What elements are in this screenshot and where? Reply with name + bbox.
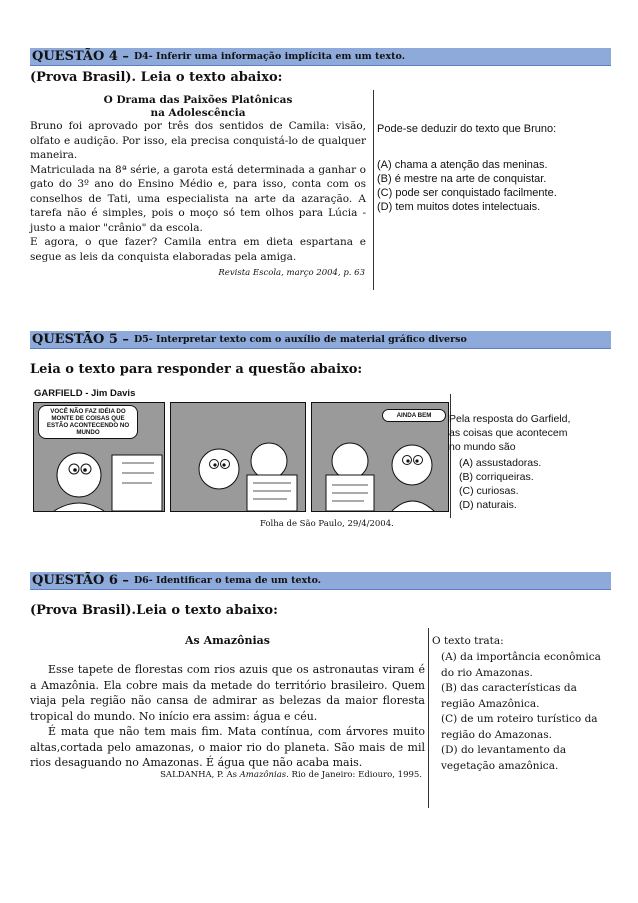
q4-source: Revista Escola, março 2004, p. 63 [218, 268, 365, 278]
question-4-descriptor: D4- Inferir uma informação implícita em um texto. [133, 51, 405, 62]
q6-option-d: (D) do levantamento da vegetação amazônica. [441, 744, 567, 772]
q6-text-title: As Amazônias [185, 634, 270, 647]
q5-option-b: (B) corriqueiras. [459, 471, 534, 483]
q6-column-divider [428, 628, 429, 808]
question-5-header: Leia o texto para responder a questão abaixo: [30, 362, 363, 377]
q5-question-line-3: no mundo são [449, 441, 516, 453]
q5-question-line-2: as coisas que acontecem [449, 427, 568, 439]
question-6-header: (Prova Brasil).Leia o texto abaixo: [30, 603, 278, 618]
q5-question [449, 412, 609, 454]
comic-speech-bubble-2: AINDA BEM [382, 409, 446, 422]
q4-paragraph: Matriculada na 8ª série, a garota está determinada a ganhar o gato do 3º ano do Ensino Médio e, para isso, conta com os conselhos de Tati, uma especialista na arte da azaração. A tarefa não é simples, pois o moço só tem olhos para Lúcia - justo a maior "crânio" da escola. [30, 163, 366, 234]
q6-question: O texto trata: [432, 635, 504, 647]
q6-paragraph: Esse tapete de florestas com rios azuis que os astronautas viram é a Amazônia. Ela cobre mais da metade do território brasileiro. Quem viaja pela região não cansa de admirar as belezas da maior floresta tropical do mundo. No início era assim: água e céu. [30, 663, 425, 723]
q6-text-body [30, 662, 425, 771]
q6-option-a: (A) da importância econômica do rio Amazonas. [441, 651, 601, 679]
question-6-number: QUESTÃO 6 – [32, 573, 129, 588]
question-6-bar [30, 572, 611, 590]
q5-option-d: (D) naturais. [459, 499, 517, 511]
q6-source-title: Amazônias [239, 770, 287, 780]
q5-options [459, 456, 609, 512]
question-5-bar [30, 331, 611, 349]
q4-paragraph: Bruno foi aprovado por três dos sentidos de Camila: visão, olfato e audição. Por isso, ela precisa conquistá-lo de qualquer maneira. [30, 120, 366, 161]
q4-paragraph: E agora, o que fazer? Camila entra em dieta espartana e segue as leis da conquista elaboradas pela amiga. [30, 236, 366, 263]
comic-panel-2-drawing [171, 403, 305, 511]
q6-source-suffix: . Rio de Janeiro: Ediouro, 1995. [286, 770, 422, 780]
comic-panel-2 [170, 402, 306, 512]
question-4-number: QUESTÃO 4 – [32, 49, 129, 64]
q4-option-b: (B) é mestre na arte de conquistar. [377, 173, 547, 185]
question-5-descriptor: D5- Interpretar texto com o auxílio de material gráfico diverso [133, 334, 467, 345]
q6-option-b: (B) das características da região Amazônica. [441, 682, 577, 710]
q5-option-a: (A) assustadoras. [459, 457, 542, 469]
q4-text-body [30, 119, 366, 264]
q6-paragraph: É mata que não tem mais fim. Mata contínua, com árvores muito altas,cortada pelo amazonas, o maior rio do planeta. São mais de mil rios desaguando no Amazonas. É água que não acaba mais. [30, 725, 425, 769]
q6-source [160, 770, 422, 780]
q4-option-c: (C) pode ser conquistado facilmente. [377, 187, 557, 199]
comic-panel-1 [33, 402, 165, 512]
q4-text-title [30, 94, 366, 120]
q6-option-c: (C) de um roteiro turístico da região do Amazonas. [441, 713, 598, 741]
q4-title-line-2: na Adolescência [150, 107, 246, 119]
question-4-bar [30, 48, 611, 66]
comic-speech-bubble-1: VOCÊ NÃO FAZ IDÉIA DO MONTE DE COISAS QUE ESTÃO ACONTECENDO NO MUNDO [38, 405, 138, 439]
comic-title: GARFIELD - Jim Davis [34, 388, 136, 399]
q6-options [441, 650, 611, 774]
q5-option-c: (C) curiosas. [459, 485, 519, 497]
q4-options [377, 158, 611, 214]
q5-question-line-1: Pela resposta do Garfield, [449, 413, 571, 425]
question-5-number: QUESTÃO 5 – [32, 332, 129, 347]
q4-column-divider [373, 90, 374, 290]
question-6-descriptor: D6- Identificar o tema de um texto. [133, 575, 322, 586]
q4-option-a: (A) chama a atenção das meninas. [377, 159, 548, 171]
question-4-header: (Prova Brasil). Leia o texto abaixo: [30, 70, 283, 85]
q4-question: Pode-se deduzir do texto que Bruno: [377, 123, 557, 135]
garfield-comic-strip [31, 388, 450, 510]
q5-source: Folha de São Paulo, 29/4/2004. [260, 519, 394, 529]
q4-option-d: (D) tem muitos dotes intelectuais. [377, 201, 541, 213]
q4-title-line-1: O Drama das Paixões Platônicas [103, 94, 293, 106]
q6-source-prefix: SALDANHA, P. As [160, 770, 240, 780]
comic-panel-3 [311, 402, 449, 512]
